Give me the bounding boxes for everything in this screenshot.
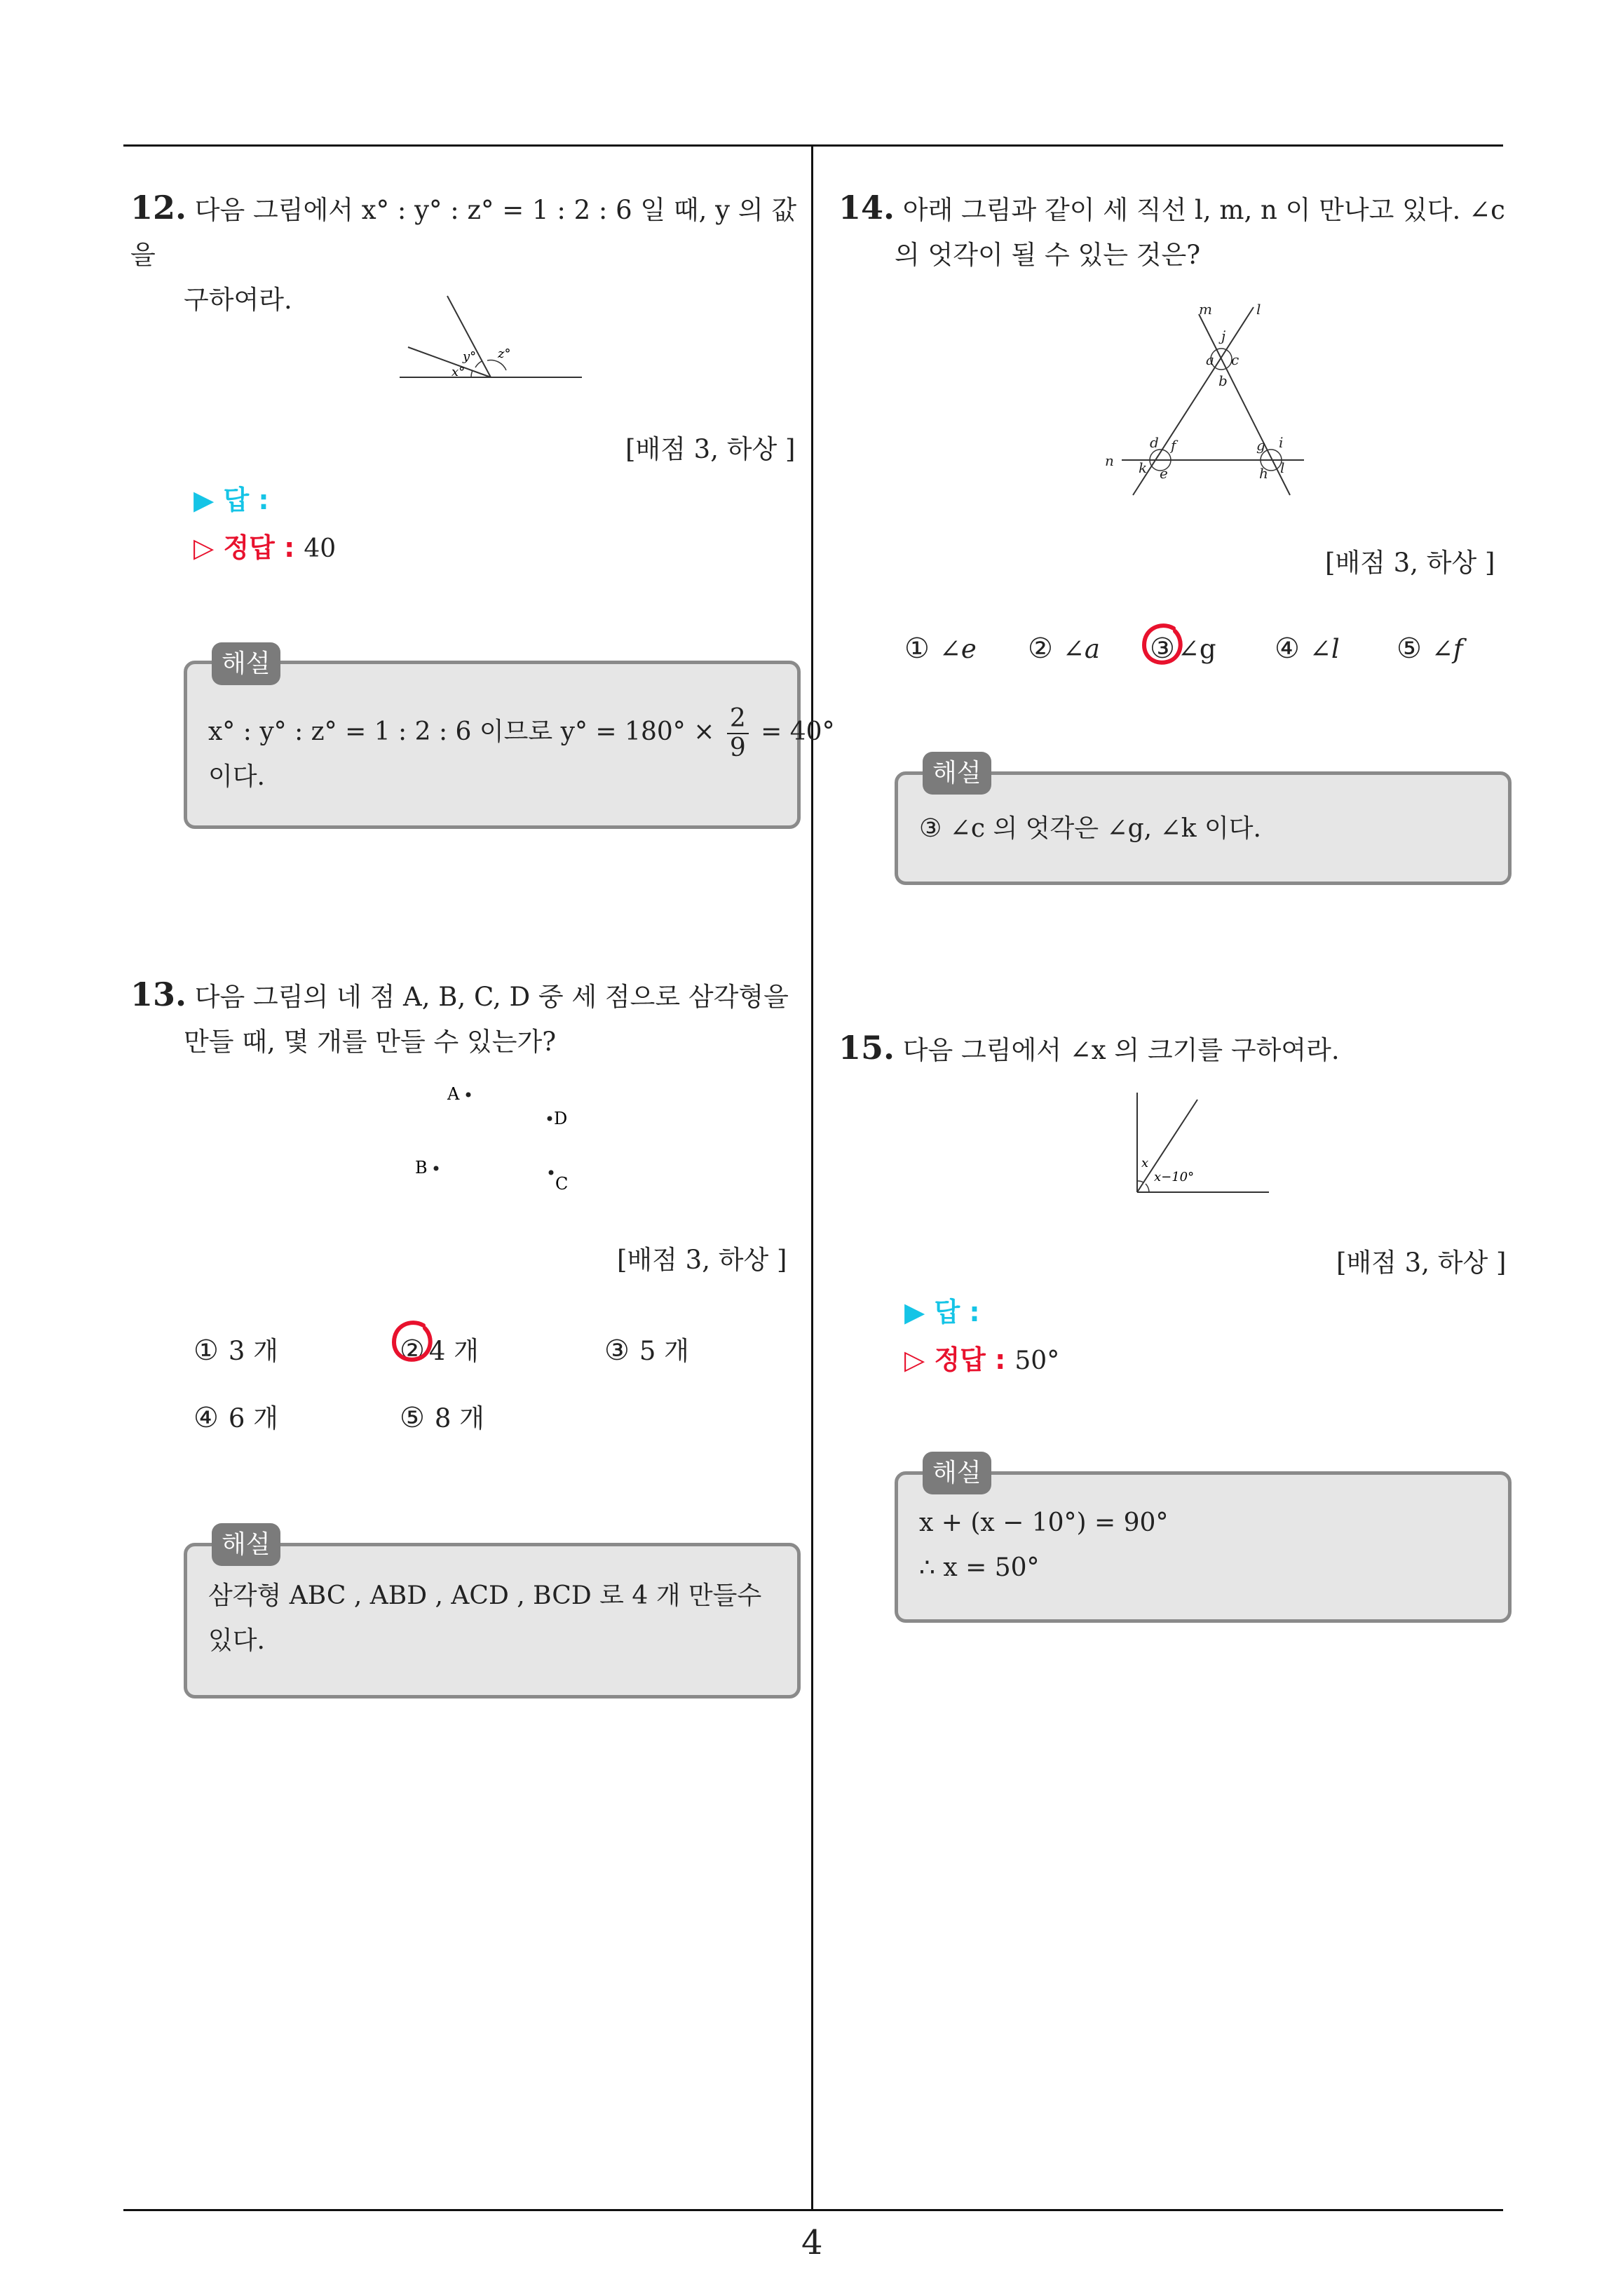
q14-label-b: b (1218, 372, 1228, 389)
q13-red-circle-mark (387, 1317, 437, 1368)
q12-fraction: $\frac{2}{9}$ (727, 705, 749, 762)
q13-line2: 만들 때, 몇 개를 만들 수 있는가? (184, 1027, 557, 1057)
q12-label-y: y° (463, 349, 477, 364)
q13-explain-line1: 삼각형 ABC , ABD , ACD , BCD 로 4 개 만들수 (208, 1581, 762, 1610)
q12-score: [배점 3, 하상 ] (625, 434, 796, 464)
q15-label-x: x (1141, 1156, 1149, 1170)
q12-correct (193, 526, 336, 565)
q14-label-n: n (1105, 452, 1114, 469)
q14-label-k: k (1139, 459, 1148, 476)
q14-label-f: f (1171, 437, 1176, 454)
q12-explanation-box (184, 661, 835, 829)
q13-point-b: B (415, 1158, 428, 1177)
column-divider (811, 144, 813, 2210)
question-15 (838, 1025, 1512, 1073)
q14-choice-4[interactable]: ④ ∠l (1275, 633, 1340, 665)
q12-label-z: z° (498, 346, 511, 361)
q12-line1: 12. 다음 그림에서 x° : y° : z° = 1 : 2 : 6 일 때, y 의 값을 (130, 189, 797, 270)
q14-label-d: d (1150, 434, 1159, 451)
q14-label-e: e (1160, 465, 1168, 482)
q15-explain-line2: ∴ x = 50° (919, 1553, 1040, 1582)
q13-choice-1[interactable]: ① 3 개 (193, 1335, 278, 1367)
q12-correct-value: 40 (304, 534, 337, 563)
q14-choice-3[interactable]: ③ ∠g (1150, 633, 1216, 665)
q14-explanation-tag: 해설 (923, 752, 991, 795)
bottom-rule (123, 2209, 1503, 2211)
question-14 (838, 185, 1512, 278)
q14-label-h: h (1259, 465, 1268, 482)
q13-choice-5[interactable]: ⑤ 8 개 (400, 1402, 484, 1434)
q15-explain-line1: x + (x − 10°) = 90° (919, 1508, 1169, 1537)
q15-correct-value: 50° (1014, 1346, 1060, 1375)
q13-explanation-box (184, 1543, 801, 1699)
q12-line2: 구하여라. (184, 285, 292, 315)
q15-correct (904, 1338, 1059, 1377)
q13-point-d: D (554, 1109, 568, 1128)
q14-red-circle-mark (1137, 620, 1188, 670)
q12-angle-figure (393, 288, 596, 386)
q15-explanation-box (895, 1471, 1512, 1623)
q15-score: [배점 3, 하상 ] (1336, 1248, 1507, 1278)
q14-line1: 14. 아래 그림과 같이 세 직선 l, m, n 이 만나고 있다. ∠c (838, 189, 1505, 227)
q12-explain-line1: x° : y° : z° = 1 : 2 : 6 이므로 y° = 180° × $\frac{2}{9}$ = 40° (208, 704, 835, 762)
q13-choice-3[interactable]: ③ 5 개 (604, 1335, 689, 1367)
q14-label-j: j (1221, 327, 1226, 344)
q14-lines-figure (1094, 295, 1318, 505)
q15-number: 15. (838, 1029, 895, 1067)
q13-number: 13. (130, 975, 187, 1013)
q13-line1: 13. 다음 그림의 네 점 A, B, C, D 중 세 점으로 삼각형을 (130, 975, 789, 1013)
q13-point-a: A (447, 1084, 460, 1104)
q15-label-expr: x−10° (1154, 1170, 1195, 1184)
q13-choice-2[interactable]: ② 4 개 (400, 1335, 479, 1367)
q15-angle-figure (1129, 1090, 1276, 1199)
q13-explanation-tag: 해설 (212, 1523, 280, 1566)
page-number: 4 (801, 2223, 823, 2262)
q14-label-l2: l (1280, 459, 1285, 476)
q12-explain-line2: 이다. (208, 762, 265, 791)
q12-answer-label: ▶ 답 : (193, 485, 269, 515)
top-rule (123, 144, 1503, 147)
q13-choice-4[interactable]: ④ 6 개 (193, 1402, 278, 1434)
q14-choice-2[interactable]: ② ∠a (1028, 633, 1100, 665)
q14-label-m: m (1199, 301, 1212, 318)
q14-label-i: i (1279, 434, 1284, 451)
q14-choice-5[interactable]: ⑤ ∠f (1397, 633, 1463, 665)
q14-choice-1[interactable]: ① ∠e (904, 633, 977, 665)
question-13 (130, 972, 803, 1065)
q12-explanation-tag: 해설 (212, 642, 280, 685)
q14-score: [배점 3, 하상 ] (1325, 548, 1495, 578)
q12-label-x: x° (451, 365, 466, 379)
q12-number: 12. (130, 189, 187, 227)
q14-label-g: g (1256, 437, 1265, 454)
q15-correct-label: ▷ 정답 : (904, 1344, 1006, 1375)
q13-points-figure (407, 1080, 589, 1199)
q13-explain-line2: 있다. (208, 1626, 265, 1655)
q14-label-a: a (1206, 351, 1214, 368)
q12-correct-label: ▷ 정답 : (193, 532, 295, 563)
q14-label-l: l (1256, 301, 1261, 318)
q13-score: [배점 3, 하상 ] (617, 1245, 787, 1275)
q14-line2: 의 엇각이 될 수 있는 것은? (895, 240, 1201, 270)
q14-label-c: c (1231, 351, 1240, 368)
q15-line1: 15. 다음 그림에서 ∠x 의 크기를 구하여라. (838, 1029, 1340, 1067)
q15-answer-label: ▶ 답 : (904, 1297, 980, 1328)
q15-explanation-tag: 해설 (923, 1452, 991, 1494)
q13-point-c: C (555, 1174, 569, 1194)
q14-number: 14. (838, 189, 895, 227)
q14-explain-line1: ③ ∠c 의 엇각은 ∠g, ∠k 이다. (919, 814, 1261, 843)
